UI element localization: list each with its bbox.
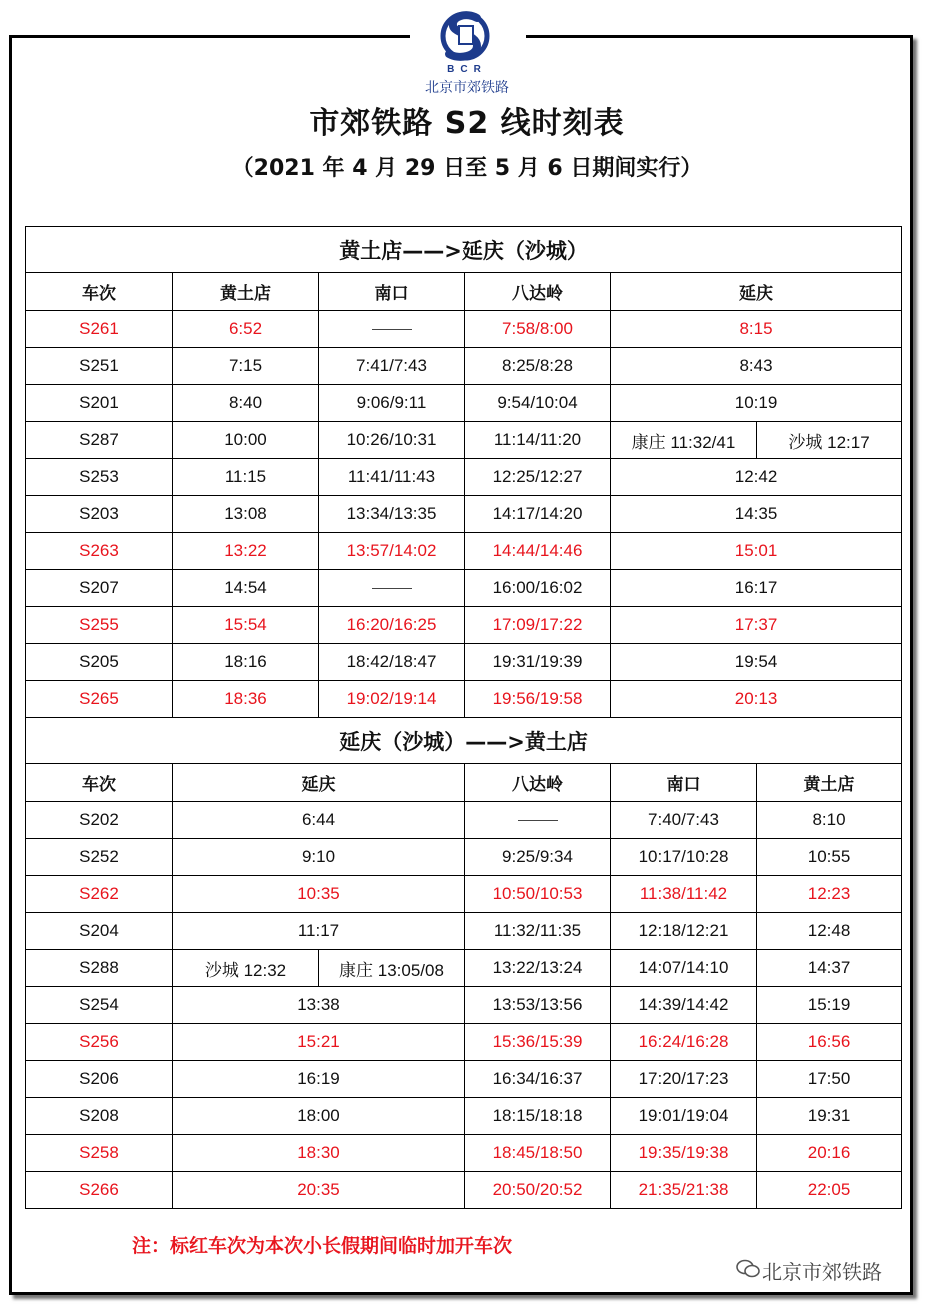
time-cell: 16:20/16:25 [319,607,465,644]
table-row [26,422,902,459]
train-number: S204 [26,913,173,950]
table-row [26,644,902,681]
time-cell: 19:31/19:39 [465,644,611,681]
time-cell: 18:42/18:47 [319,644,465,681]
table-row [26,348,902,385]
time-cell: 16:24/16:28 [611,1024,757,1061]
time-cell: 13:22 [173,533,319,570]
time-cell: 16:17 [611,570,902,607]
train-number: S201 [26,385,173,422]
page-subtitle: （2021 年 4 月 29 日至 5 月 6 日期间实行） [231,156,703,181]
table-row [26,311,902,348]
time-cell: 16:56 [757,1024,902,1061]
time-cell: 14:35 [611,496,902,533]
train-number: S288 [26,950,173,987]
watermark-text: 北京市郊铁路 [762,1260,882,1284]
time-cell: 8:43 [611,348,902,385]
time-cell: 13:53/13:56 [465,987,611,1024]
train-number: S265 [26,681,173,718]
time-cell: 8:10 [757,802,902,839]
time-cell: 15:19 [757,987,902,1024]
time-cell: 14:37 [757,950,902,987]
time-cell: 11:38/11:42 [611,876,757,913]
time-cell: 12:42 [611,459,902,496]
time-cell: 20:13 [611,681,902,718]
table-row [26,533,902,570]
time-cell: 19:01/19:04 [611,1098,757,1135]
time-cell: 14:17/14:20 [465,496,611,533]
time-cell: 17:37 [611,607,902,644]
table-row [26,802,902,839]
footnote: 注：标红车次为本次小长假期间临时加开车次 [132,1235,513,1257]
time-cell: 16:00/16:02 [465,570,611,607]
train-number: S205 [26,644,173,681]
time-cell: 11:41/11:43 [319,459,465,496]
table-row [26,913,902,950]
time-cell: 12:18/12:21 [611,913,757,950]
logo-abbr: BCR [447,64,487,75]
table-row [26,987,902,1024]
table-header-row [26,764,902,802]
inbound-heading-row [26,718,902,764]
direction-heading: 黄土店——>延庆（沙城） [26,227,902,273]
time-cell: 10:19 [611,385,902,422]
outbound-heading-row [26,227,902,273]
time-cell: 10:55 [757,839,902,876]
time-cell: 19:54 [611,644,902,681]
time-cell: 20:16 [757,1135,902,1172]
time-cell: 8:15 [611,311,902,348]
time-cell: 15:01 [611,533,902,570]
time-cell: 14:44/14:46 [465,533,611,570]
train-number: S263 [26,533,173,570]
train-number: S254 [26,987,173,1024]
time-cell: 20:35 [173,1172,465,1209]
time-cell: 15:21 [173,1024,465,1061]
time-cell: 6:52 [173,311,319,348]
time-cell: 12:48 [757,913,902,950]
time-cell: 19:35/19:38 [611,1135,757,1172]
time-cell: 19:02/19:14 [319,681,465,718]
time-cell: 16:19 [173,1061,465,1098]
table-row [26,1172,902,1209]
time-cell: 9:10 [173,839,465,876]
timetable [25,226,902,1209]
train-number: S202 [26,802,173,839]
table-row [26,385,902,422]
time-cell: 9:54/10:04 [465,385,611,422]
direction-heading: 延庆（沙城）——>黄土店 [26,718,902,764]
time-cell: 10:17/10:28 [611,839,757,876]
time-cell: 8:40 [173,385,319,422]
column-header: 八达岭 [465,764,611,802]
table-row [26,1024,902,1061]
column-header: 黄土店 [173,273,319,311]
time-cell: 17:50 [757,1061,902,1098]
time-cell: 13:34/13:35 [319,496,465,533]
time-cell: 18:16 [173,644,319,681]
train-number: S251 [26,348,173,385]
time-cell: 11:14/11:20 [465,422,611,459]
no-stop-dash [372,329,412,330]
watermark [732,1256,882,1285]
time-cell: 18:30 [173,1135,465,1172]
time-cell: 11:17 [173,913,465,950]
time-cell: 沙城 12:32 [173,950,319,987]
table-row [26,839,902,876]
time-cell: 康庄 13:05/08 [319,950,465,987]
column-header: 延庆 [611,273,902,311]
time-cell: 8:25/8:28 [465,348,611,385]
time-cell: 14:07/14:10 [611,950,757,987]
time-cell: 22:05 [757,1172,902,1209]
time-cell: 18:45/18:50 [465,1135,611,1172]
time-cell: 13:22/13:24 [465,950,611,987]
column-header: 延庆 [173,764,465,802]
no-stop-dash [372,588,412,589]
logo-name: 北京市郊铁路 [425,80,509,96]
page-title: 市郊铁路 S2 线时刻表 [309,106,625,141]
table-row [26,681,902,718]
train-number: S252 [26,839,173,876]
time-cell: 10:50/10:53 [465,876,611,913]
time-cell: 沙城 12:17 [757,422,902,459]
train-number: S203 [26,496,173,533]
time-cell: 7:41/7:43 [319,348,465,385]
time-cell: 10:35 [173,876,465,913]
time-cell [319,311,465,348]
time-cell: 19:56/19:58 [465,681,611,718]
time-cell: 6:44 [173,802,465,839]
table-row [26,607,902,644]
time-cell: 18:36 [173,681,319,718]
time-cell: 17:09/17:22 [465,607,611,644]
train-number: S256 [26,1024,173,1061]
time-cell: 18:15/18:18 [465,1098,611,1135]
time-cell: 7:15 [173,348,319,385]
train-number: S258 [26,1135,173,1172]
table-row [26,1098,902,1135]
time-cell: 10:00 [173,422,319,459]
time-cell: 18:00 [173,1098,465,1135]
time-cell: 15:54 [173,607,319,644]
table-row [26,950,902,987]
time-cell: 13:38 [173,987,465,1024]
time-cell: 20:50/20:52 [465,1172,611,1209]
table-row [26,496,902,533]
table-row [26,1061,902,1098]
time-cell: 7:58/8:00 [465,311,611,348]
table-row [26,876,902,913]
time-cell [319,570,465,607]
table-header-row [26,273,902,311]
time-cell: 7:40/7:43 [611,802,757,839]
column-header: 八达岭 [465,273,611,311]
column-header: 车次 [26,273,173,311]
train-number: S208 [26,1098,173,1135]
time-cell: 16:34/16:37 [465,1061,611,1098]
table-row [26,459,902,496]
time-cell: 12:23 [757,876,902,913]
table-row [26,570,902,607]
train-number: S287 [26,422,173,459]
train-number: S266 [26,1172,173,1209]
train-number: S262 [26,876,173,913]
no-stop-dash [518,820,558,821]
train-number: S255 [26,607,173,644]
time-cell: 21:35/21:38 [611,1172,757,1209]
time-cell: 11:15 [173,459,319,496]
time-cell: 11:32/11:35 [465,913,611,950]
time-cell: 10:26/10:31 [319,422,465,459]
time-cell: 9:25/9:34 [465,839,611,876]
bcr-logo-icon [433,4,497,68]
column-header: 车次 [26,764,173,802]
time-cell: 17:20/17:23 [611,1061,757,1098]
train-number: S261 [26,311,173,348]
time-cell: 14:39/14:42 [611,987,757,1024]
time-cell: 15:36/15:39 [465,1024,611,1061]
time-cell: 14:54 [173,570,319,607]
time-cell: 13:08 [173,496,319,533]
train-number: S207 [26,570,173,607]
time-cell: 康庄 11:32/41 [611,422,757,459]
train-number: S253 [26,459,173,496]
column-header: 黄土店 [757,764,902,802]
table-row [26,1135,902,1172]
time-cell: 13:57/14:02 [319,533,465,570]
time-cell: 9:06/9:11 [319,385,465,422]
time-cell: 12:25/12:27 [465,459,611,496]
time-cell: 19:31 [757,1098,902,1135]
time-cell [465,802,611,839]
column-header: 南口 [611,764,757,802]
column-header: 南口 [319,273,465,311]
train-number: S206 [26,1061,173,1098]
